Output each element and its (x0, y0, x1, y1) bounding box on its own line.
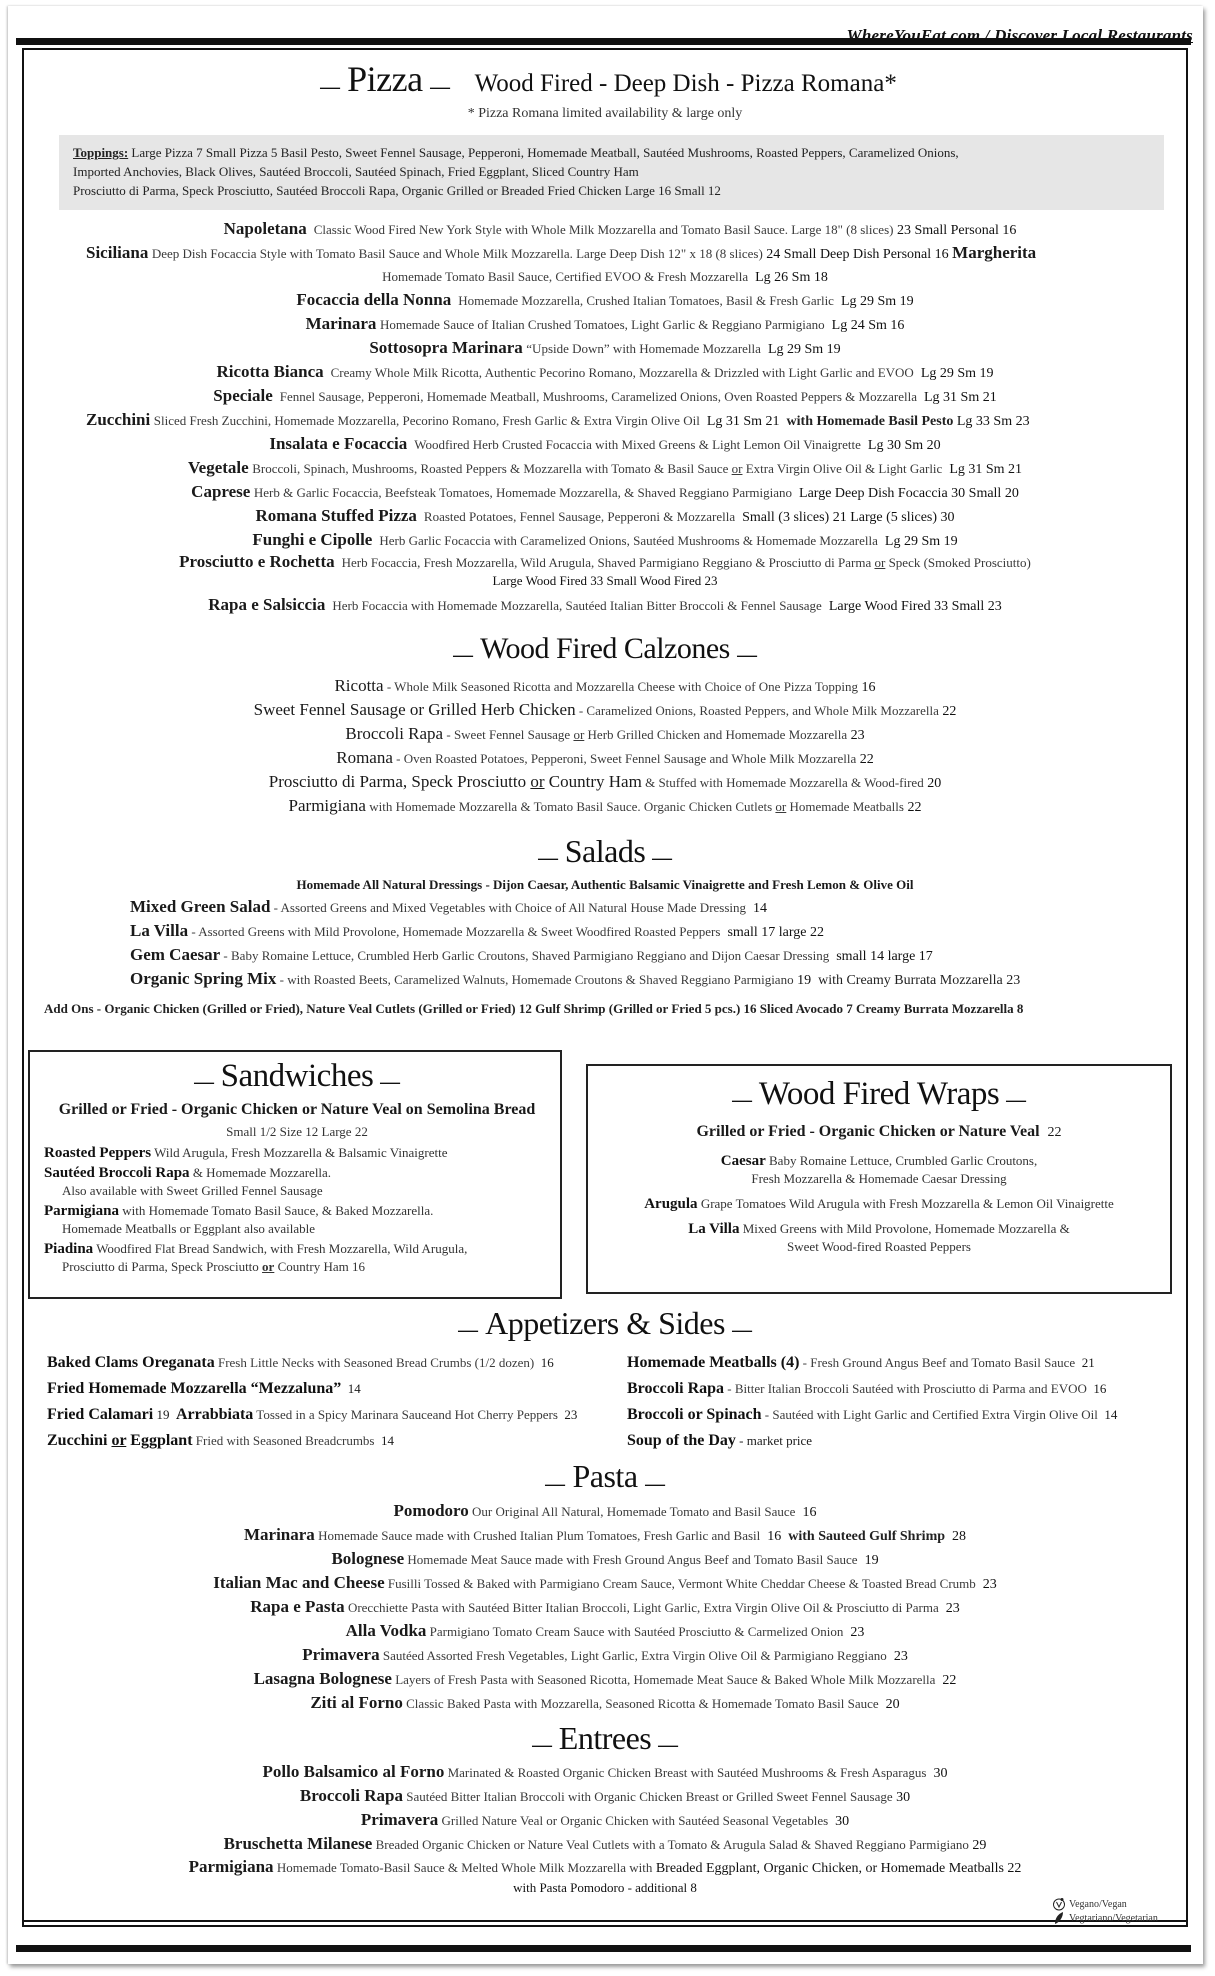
legend-vegetarian: Vegtariano/Vegetarian (1052, 1911, 1158, 1925)
menu-item: Fried Homemade Mozzarella “Mezzaluna” 14 (47, 1380, 361, 1398)
salads-section-title: – Salads – (537, 832, 673, 873)
menu-item: Italian Mac and Cheese Fusilli Tossed & Baked with Parmigiano Cream Sauce, Vermont White Cheddar Cheese & Toasted Bread Crumb 23 (213, 1572, 997, 1592)
menu-item: Homemade Tomato Basil Sauce, Certified EVOO & Fresh Mozzarella Lg 26 Sm 18 (382, 269, 828, 286)
entrees-section-title: – Entrees – (531, 1719, 679, 1760)
vegan-icon (1052, 1897, 1066, 1911)
menu-item: Primavera Sautéed Assorted Fresh Vegetables, Light Garlic, Extra Virgin Olive Oil & Parmigiano Reggiano 23 (302, 1644, 908, 1664)
pizza-note: * Pizza Romana limited availability & large only (467, 106, 743, 122)
menu-item: Organic Spring Mix - with Roasted Beets, Caramelized Walnuts, Homemade Croutons & Shaved Reggiano Parmigiano 19 with Creamy Burrata Mozzarella 23 (130, 968, 1021, 988)
menu-content (24, 50, 1186, 1898)
menu-item: Homemade Meatballs (4) - Fresh Ground Angus Beef and Tomato Basil Sauce 21 (627, 1354, 1095, 1372)
pizza-list (24, 218, 1186, 618)
menu-item: Sautéed Broccoli Rapa & Homemade Mozzarella. Also available with Sweet Grilled Fennel Sausage (44, 1165, 332, 1199)
wraps-box (586, 1064, 1172, 1294)
menu-item: Roasted Peppers Wild Arugula, Fresh Mozzarella & Balsamic Vinaigrette (44, 1145, 448, 1162)
diet-legend (1052, 1897, 1158, 1925)
menu-item: Broccoli Rapa - Bitter Italian Broccoli Sautéed with Prosciutto di Parma and EVOO 16 (627, 1380, 1107, 1398)
menu-item: Ricotta Bianca Creamy Whole Milk Ricotta, Authentic Pecorino Romano, Mozzarella & Drizzled with Light Garlic and EVOO Lg 29 Sm 19 (216, 362, 994, 382)
sandwiches-box (28, 1050, 562, 1299)
menu-item: Parmigiana Homemade Tomato-Basil Sauce & Melted Whole Milk Mozzarella with Breaded Eggplant, Organic Chicken, or Homemade Meatballs 22 (188, 1856, 1022, 1876)
menu-item: Primavera Grilled Nature Veal or Organic Chicken with Sautéed Seasonal Vegetables 30 (360, 1809, 850, 1829)
menu-item: Focaccia della Nonna Homemade Mozzarella, Crushed Italian Tomatoes, Basil & Fresh Garlic Lg 29 Sm 19 (296, 290, 914, 310)
menu-item: Prosciutto e Rochetta Herb Focaccia, Fresh Mozzarella, Wild Arugula, Shaved Parmigiano Reggiano & Prosciutto di Parma or Speck (Smoked Prosciutto) (179, 552, 1031, 572)
calzones-section-title: – Wood Fired Calzones – (453, 632, 757, 670)
menu-item: Bolognese Homemade Meat Sauce made with Fresh Ground Angus Beef and Tomato Basil Sauce 19 (331, 1548, 879, 1568)
sandwiches-sizes: Small 1/2 Size 12 Large 22 (226, 1124, 368, 1140)
menu-item: Caprese Herb & Garlic Focaccia, Beefsteak Tomatoes, Homemade Mozzarella, & Shaved Reggiano Parmigiano Large Deep Dish Focaccia 30 Small 20 (191, 482, 1019, 502)
salad-addons: Add Ons - Organic Chicken (Grilled or Fried), Nature Veal Cutlets (Grilled or Fried) 12 Gulf Shrimp (Grilled or Fried 5 pcs.) 16 Sliced Avocado 7 Creamy Burrata Mozzarella 8 (44, 1000, 1024, 1016)
inner-frame-bottom (22, 1920, 1188, 1922)
dash-decoration: – (537, 841, 558, 873)
appetizers-left-column (47, 1350, 627, 1454)
menu-item: Mixed Green Salad - Assorted Greens and Mixed Vegetables with Choice of All Natural House Made Dressing 14 (130, 896, 768, 916)
dash-decoration: – (737, 638, 757, 670)
menu-item: Fried Calamari 19 Arrabbiata Tossed in a Spicy Marinara Sauceand Hot Cherry Peppers 23 (47, 1406, 578, 1424)
menu-item-price: Large Wood Fired 33 Small Wood Fired 23 (492, 573, 718, 589)
menu-item: Soup of the Day - market price (627, 1432, 813, 1450)
sandwiches-section-title: – Sandwiches – (193, 1057, 401, 1098)
dash-decoration: – (652, 841, 673, 873)
dash-decoration: – (320, 71, 340, 103)
menu-item: Speciale Fennel Sausage, Pepperoni, Homemade Meatball, Mushrooms, Caramelized Onions, Oven Roasted Peppers & Mozzarella Lg 31 Sm 21 (213, 386, 997, 406)
menu-item: Parmigiana with Homemade Tomato Basil Sauce, & Baked Mozzarella. Homemade Meatballs or Eggplant also available (44, 1203, 434, 1237)
menu-item-note: with Pasta Pomodoro - additional 8 (513, 1879, 697, 1895)
menu-item: Marinara Homemade Sauce of Italian Crushed Tomatoes, Light Garlic & Reggiano Parmigiano Lg 24 Sm 16 (305, 314, 905, 334)
entrees-list (24, 1761, 1186, 1898)
salads-list (24, 896, 1186, 992)
legend-vegan: Vegano/Vegan (1052, 1897, 1158, 1911)
menu-item: Siciliana Deep Dish Focaccia Style with Tomato Basil Sauce and Whole Milk Mozzarella. Large Deep Dish 12" x 18 (8 slices) 24 Small Deep Dish Personal 16 Margherita (86, 243, 1037, 263)
menu-item: Broccoli or Spinach - Sautéed with Light Garlic and Certified Extra Virgin Olive Oil 14 (627, 1406, 1118, 1424)
menu-item: Ziti al Forno Classic Baked Pasta with Mozzarella, Seasoned Ricotta & Homemade Tomato Basil Sauce 20 (310, 1692, 900, 1712)
menu-item: Ricotta - Whole Milk Seasoned Ricotta and Mozzarella Cheese with Choice of One Pizza Topping 16 (334, 675, 876, 695)
menu-item: Sottosopra Marinara “Upside Down” with Homemade Mozzarella Lg 29 Sm 19 (369, 338, 841, 358)
toppings-label: Toppings: (73, 145, 129, 161)
menu-item: Zucchini or Eggplant Fried with Seasoned Breadcrumbs 14 (47, 1432, 394, 1450)
appetizers-right-column (627, 1350, 1117, 1454)
pasta-section-title: – Pasta – (545, 1458, 665, 1499)
dash-decoration: – (453, 638, 473, 670)
menu-item: Sweet Fennel Sausage or Grilled Herb Chicken - Caramelized Onions, Roasted Peppers, and Whole Milk Mozzarella 22 (253, 699, 957, 719)
menu-item: Marinara Homemade Sauce made with Crushed Italian Plum Tomatoes, Fresh Garlic and Basil 16 with Sauteed Gulf Shrimp 28 (243, 1524, 967, 1544)
menu-item: Bruschetta Milanese Breaded Organic Chicken or Nature Veal Cutlets with a Tomato & Arugula Salad & Shaved Reggiano Parmigiano 29 (223, 1833, 987, 1853)
menu-item: Funghi e Cipolle Herb Garlic Focaccia with Caramelized Onions, Sautéed Mushrooms & Homemade Mozzarella Lg 29 Sm 19 (252, 530, 958, 550)
menu-item: Zucchini Sliced Fresh Zucchini, Homemade Mozzarella, Pecorino Romano, Fresh Garlic & Extra Virgin Olive Oil Lg 31 Sm 21 with Homemade Basil Pesto Lg 33 Sm 23 (86, 410, 1030, 430)
wraps-section-title: – Wood Fired Wraps – (732, 1075, 1026, 1116)
menu-item: Rapa e Pasta Orecchiette Pasta with Sautéed Bitter Italian Broccoli, Light Garlic, Extra Virgin Olive Oil & Prosciutto di Parma 23 (250, 1596, 960, 1616)
menu-item: Parmigiana with Homemade Mozzarella & Tomato Basil Sauce. Organic Chicken Cutlets or Homemade Meatballs 22 (288, 795, 922, 815)
appetizers-section-title: – Appetizers & Sides – (458, 1304, 752, 1346)
menu-item: Pomodoro Our Original All Natural, Homemade Tomato and Basil Sauce 16 (393, 1500, 817, 1520)
sandwich-wrap-row (24, 1050, 1186, 1299)
menu-item: Prosciutto di Parma, Speck Prosciutto or Country Ham & Stuffed with Homemade Mozzarella & Wood-fired 20 (268, 771, 942, 791)
pizza-section-title: – Pizza – Wood Fired - Deep Dish - Pizza Romana* (320, 59, 897, 103)
menu-item: La Villa - Assorted Greens with Mild Provolone, Homemade Mozzarella & Sweet Woodfired Roasted Peppers small 17 large 22 (130, 920, 824, 940)
menu-item: Rapa e Salsiccia Herb Focaccia with Homemade Mozzarella, Sautéed Italian Bitter Broccoli & Fennel Sausage Large Wood Fired 33 Small 23 (208, 595, 1002, 615)
menu-item: Piadina Woodfired Flat Bread Sandwich, with Fresh Mozzarella, Wild Arugula, Prosciutto di Parma, Speck Prosciutto or Country Ham 16 (44, 1241, 468, 1275)
pizza-subtitle: Wood Fired - Deep Dish - Pizza Romana* (474, 70, 897, 97)
calzones-list (24, 675, 1186, 819)
appetizers-list (24, 1350, 1186, 1454)
menu-item: Pollo Balsamico al Forno Marinated & Roasted Organic Chicken Breast with Sautéed Mushrooms & Fresh Asparagus 30 (262, 1761, 948, 1781)
menu-item: Romana Stuffed Pizza Roasted Potatoes, Fennel Sausage, Pepperoni & Mozzarella Small (3 slices) 21 Large (5 slices) 30 (255, 506, 955, 526)
salad-dressings: Homemade All Natural Dressings - Dijon Caesar, Authentic Balsamic Vinaigrette and Fresh Lemon & Olive Oil (296, 876, 914, 892)
menu-item: Vegetale Broccoli, Spinach, Mushrooms, Roasted Peppers & Mozzarella with Tomato & Basil Sauce or Extra Virgin Olive Oil & Light Garlic Lg 31 Sm 21 (187, 458, 1023, 478)
menu-item: Lasagna Bolognese Layers of Fresh Pasta with Seasoned Ricotta, Homemade Meat Sauce & Baked Whole Milk Mozzarella 22 (253, 1668, 957, 1688)
dash-decoration: – (429, 71, 450, 103)
menu-item: Broccoli Rapa Sautéed Bitter Italian Broccoli with Organic Chicken Breast or Grilled Sweet Fennel Sausage 30 (299, 1785, 911, 1805)
menu-item: Caesar Baby Romaine Lettuce, Crumbled Garlic Croutons, Fresh Mozzarella & Homemade Caesar Dressing (720, 1153, 1038, 1187)
menu-item: La Villa Mixed Greens with Mild Provolone, Homemade Mozzarella & Sweet Wood-fired Roasted Peppers (688, 1221, 1070, 1255)
menu-item: Gem Caesar - Baby Romaine Lettuce, Crumbled Herb Garlic Croutons, Shaved Parmigiano Reggiano and Dijon Caesar Dressing small 14 large 17 (130, 944, 933, 964)
menu-item: Baked Clams Oreganata Fresh Little Necks with Seasoned Bread Crumbs (1/2 dozen) 16 (47, 1354, 554, 1372)
wraps-subhead: Grilled or Fried - Organic Chicken or Nature Veal 22 (696, 1123, 1062, 1141)
menu-item: Insalata e Focaccia Woodfired Herb Crusted Focaccia with Mixed Greens & Light Lemon Oil Vinaigrette Lg 30 Sm 20 (269, 434, 941, 454)
menu-item: Napoletana Classic Wood Fired New York Style with Whole Milk Mozzarella and Tomato Basil Sauce. Large 18" (8 slices) 23 Small Personal 16 (223, 219, 1017, 239)
sandwiches-subhead: Grilled or Fried - Organic Chicken or Nature Veal on Semolina Bread (58, 1101, 536, 1119)
menu-item: Romana - Oven Roasted Potatoes, Pepperoni, Sweet Fennel Sausage and Whole Milk Mozzarella 22 (336, 747, 874, 767)
site-header-link[interactable]: WhereYouEat.com / Discover Local Restaurants (846, 26, 1193, 45)
menu-item: Broccoli Rapa - Sweet Fennel Sausage or Herb Grilled Chicken and Homemade Mozzarella 23 (345, 723, 865, 743)
toppings-box: Toppings: Large Pizza 7 Small Pizza 5 Basil Pesto, Sweet Fennel Sausage, Pepperoni, Homemade Meatball, Sautéed Mushrooms, Roasted Peppers, Caramelized Onions, Imported Anchovies, Black Olives, Sautéed Broccoli, Sautéed Spinach, Fried Eggplant, Sliced Country Ham Prosciutto di Parma, Speck Prosciutto, Sautéed Broccoli Rapa, Organic Grilled or Breaded Fried Chicken Large 16 Small 12 (59, 135, 1164, 210)
menu-item: Arugula Grape Tomatoes Wild Arugula with Fresh Mozzarella & Lemon Oil Vinaigrette (644, 1196, 1114, 1213)
pasta-list (24, 1500, 1186, 1716)
menu-item: Alla Vodka Parmigiano Tomato Cream Sauce with Sautéed Prosciutto & Carmelized Onion 23 (345, 1620, 865, 1640)
leaf-icon (1052, 1911, 1066, 1925)
